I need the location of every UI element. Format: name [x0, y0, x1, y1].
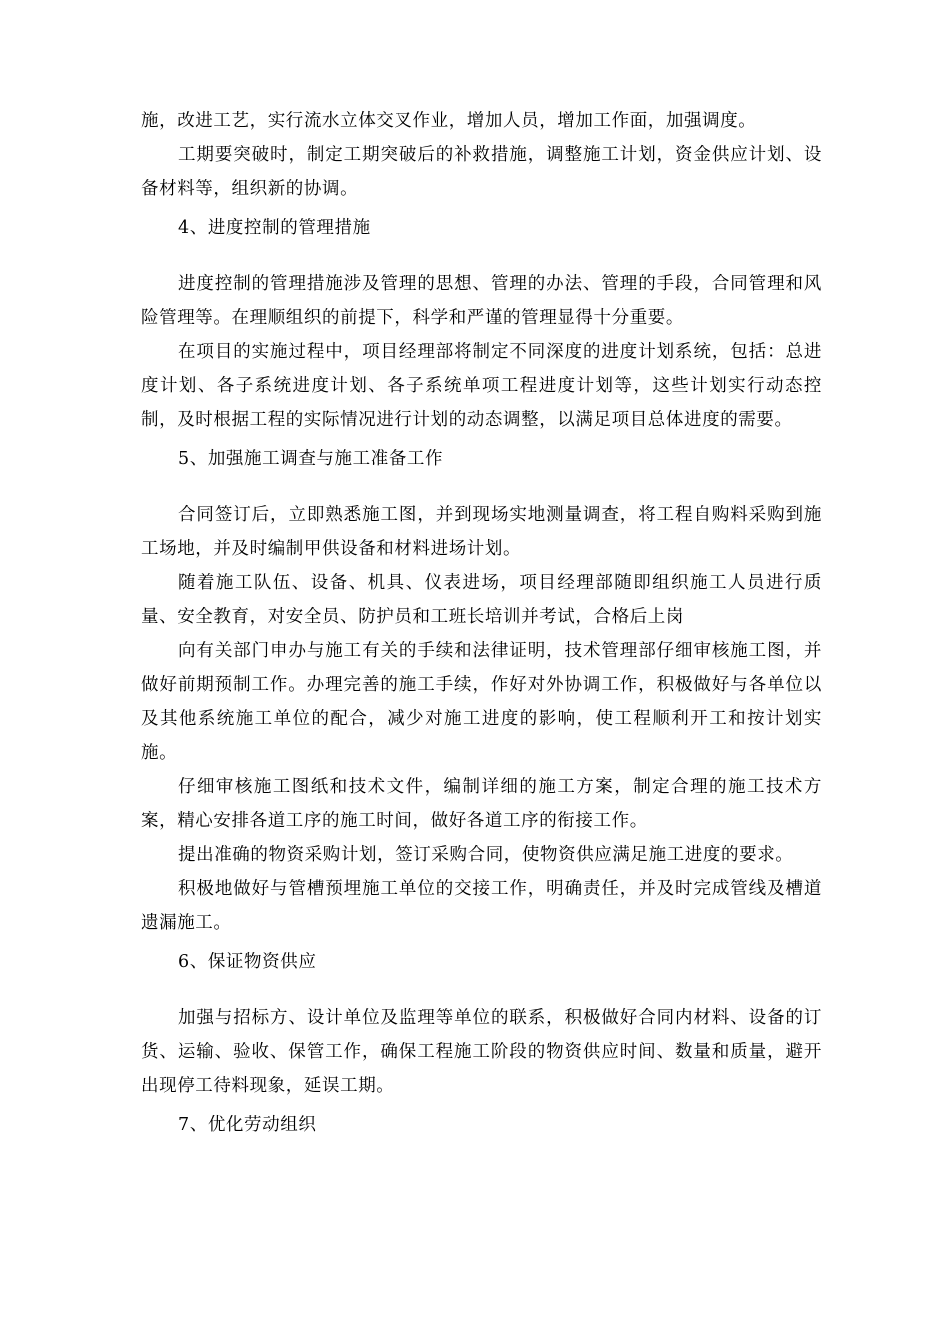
paragraph: 积极地做好与管槽预埋施工单位的交接工作，明确责任，并及时完成管线及槽道遗漏施工。	[141, 879, 822, 933]
paragraph: 施，改进工艺，实行流水立体交叉作业，增加人员，增加工作面，加强调度。	[141, 111, 757, 131]
section-heading: 7、优化劳动组织	[178, 1115, 317, 1135]
paragraph: 在项目的实施过程中，项目经理部将制定不同深度的进度计划系统，包括：总进度计划、各子系统进度计划、各子系统单项工程进度计划等，这些计划实行动态控制，及时根据工程的实际情况进行计划的动态调整，以满足项目总体进度的需要。	[141, 342, 822, 430]
section-heading: 5、加强施工调查与施工准备工作	[178, 449, 444, 469]
paragraph: 合同签订后，立即熟悉施工图，并到现场实地测量调查，将工程自购料采购到施工场地，并及时编制甲供设备和材料进场计划。	[141, 505, 822, 559]
paragraph: 提出准确的物资采购计划，签订采购合同，使物资供应满足施工进度的要求。	[178, 845, 794, 865]
paragraph: 工期要突破时，制定工期突破后的补救措施，调整施工计划，资金供应计划、设备材料等，组织新的协调。	[141, 145, 822, 199]
paragraph: 进度控制的管理措施涉及管理的思想、管理的办法、管理的手段，合同管理和风险管理等。在理顺组织的前提下，科学和严谨的管理显得十分重要。	[141, 274, 822, 328]
document-body	[141, 104, 822, 1142]
section-heading: 6、保证物资供应	[178, 952, 317, 972]
section-heading: 4、进度控制的管理措施	[178, 218, 371, 238]
paragraph: 随着施工队伍、设备、机具、仪表进场，项目经理部随即组织施工人员进行质量、安全教育，对安全员、防护员和工班长培训并考试，合格后上岗	[141, 573, 822, 627]
paragraph: 加强与招标方、设计单位及监理等单位的联系，积极做好合同内材料、设备的订货、运输、验收、保管工作，确保工程施工阶段的物资供应时间、数量和质量，避开出现停工待料现象，延误工期。	[141, 1008, 822, 1096]
paragraph: 仔细审核施工图纸和技术文件，编制详细的施工方案，制定合理的施工技术方案，精心安排各道工序的施工时间，做好各道工序的衔接工作。	[141, 777, 822, 831]
paragraph: 向有关部门申办与施工有关的手续和法律证明，技术管理部仔细审核施工图，并做好前期预制工作。办理完善的施工手续，作好对外协调工作，积极做好与各单位以及其他系统施工单位的配合，减少对施工进度的影响，使工程顺利开工和按计划实施。	[141, 641, 822, 763]
